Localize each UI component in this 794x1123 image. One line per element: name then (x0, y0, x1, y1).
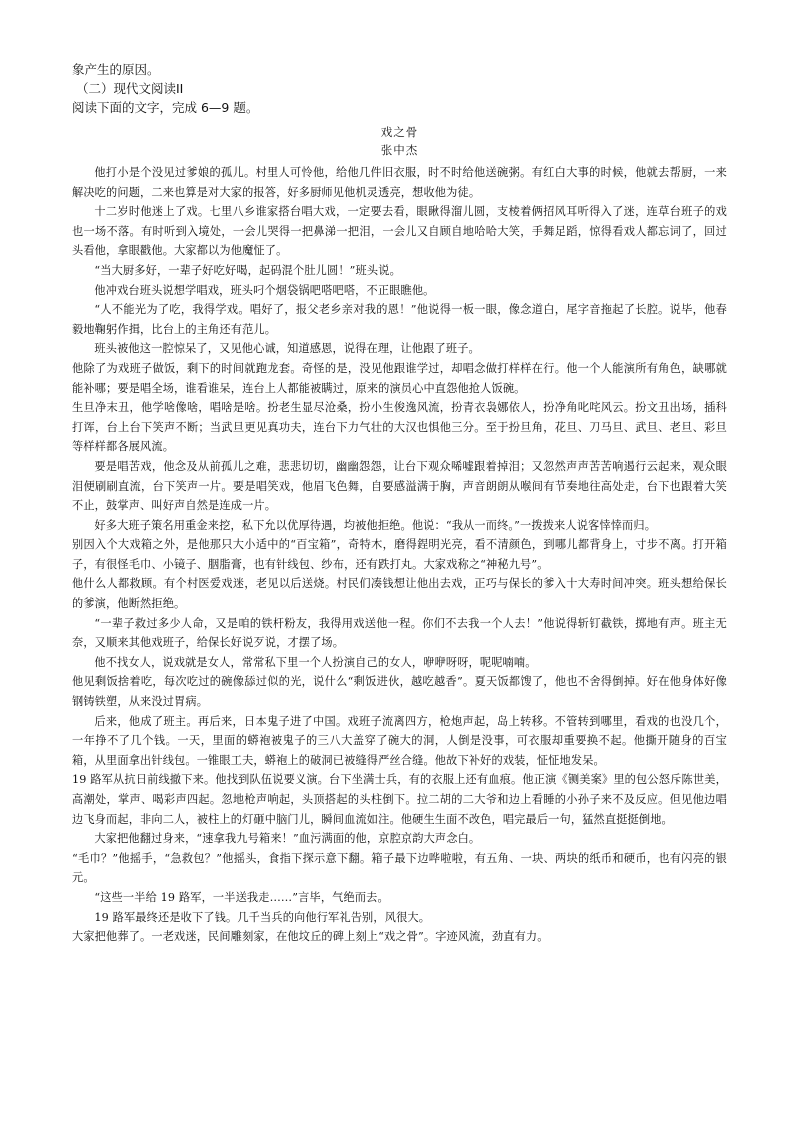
article-body (72, 163, 727, 947)
article-paragraph: “毛巾？”他摇手，“急救包？”他摇头，食指下探示意下翻。箱子最下边哗啦啦，有五角、一块、两块的纸币和硬币，也有闪亮的银元。 (72, 851, 727, 885)
intro-line: 象产生的原因。 (72, 62, 160, 77)
article-paragraph: 19 路军从抗日前线撤下来。他找到队伍说要义演。台下坐满士兵，有的衣服上还有血痕。他正演《铡美案》里的包公怒斥陈世美，高潮处，掌声、喝彩声四起。忽地枪声响起，头顶搭起的头柱倒下。拉二胡的二大爷和边上看睡的小孙子来不及反应。但见他边唱边飞身而起，非向二人，被柱上的灯砸中脑门儿，瞬间血流如注。他硬生生面不改色，唱完最后一句，猛然直挺挺倒地。 (72, 773, 727, 826)
article-paragraph: “一辈子救过多少人命，又是咱的铁杆粉友，我得用戏送他一程。你们不去我一个人去！”他说得斩钉截铁，掷地有声。班主无奈，又顺来其他戏班子，给保长好说歹说，才摆了场。 (72, 616, 727, 650)
article-title: 戏之骨 (380, 125, 419, 139)
article-paragraph: 他不找女人，说戏就是女人，常常私下里一个人扮演自己的女人，咿咿呀呀，呢呢喃喃。 (94, 655, 537, 669)
section-heading: （二）现代文阅读II (76, 81, 184, 96)
reading-instruction: 阅读下面的文字，完成 6—9 题。 (72, 100, 259, 115)
article-paragraph: 他冲戏台班头说想学唱戏，班头叼个烟袋锅吧嗒吧嗒，不正眼瞧他。 (94, 283, 435, 297)
article-paragraph: 他除了为戏班子做饭，剩下的时间就跑龙套。奇怪的是，没见他跟谁学过，却唱念做打样样在行。他一个人能演所有角色，缺哪就能补哪；要是唱全场，谁看谁呆，连台上人都能被瞒过，原来的演员心中直怨他抢人饭碗。 (72, 361, 727, 395)
article-paragraph: 班头被他这一腔惊呆了，又见他心诚，知道感恩，说得在理，让他跟了班子。 (94, 342, 480, 356)
article-paragraph: “人不能光为了吃，我得学戏。唱好了，报父老乡亲对我的恩！”他说得一板一眼，像念道白，尾字音拖起了长腔。说毕，他春毅地鞠躬作揖，比台上的主角还有范儿。 (72, 303, 727, 336)
article-paragraph: 后来，他成了班主。再后来，日本鬼子进了中国。戏班子流离四方，枪炮声起，岛上转移。不管转到哪里，看戏的也没几个，一年挣不了几个钱。一天，里面的蟒袍被鬼子的三八大盖穿了碗大的洞，人倒是没事，可衣服却重要换不起。他撕开随身的百宝箱，从里面拿出针线包。一锥眼工夫，蟒袍上的破洞已被缝得严丝合缝。他故下补好的戏装，怔怔地发呆。 (72, 714, 727, 767)
article-paragraph: 19 路军最终还是收下了钱。几千当兵的向他行军礼告别，风很大。 (94, 910, 431, 924)
article-paragraph: 别因入个大戏箱之外，是他那只大小适中的“百宝箱”，奇特木，磨得鋥明光亮，看不清颜色，到哪儿都背身上，寸步不离。打开箱子，有很怪毛巾、小镜子、胭脂膏，也有针线包、纱布，还有跌打丸。大家戏称之“神秘九号”。 (72, 538, 727, 571)
article-paragraph: 好多大班子策名用重金来挖，私下允以优厚待遇，均被他拒绝。他说：“我从一而终。”一拨拨来人说客悻悻而归。 (94, 518, 657, 532)
article-paragraph: 要是唱苦戏，他念及从前孤儿之难，悲悲切切，幽幽怨怨，让台下观众唏嘘跟着掉泪；又忽然声声苦苦响遏行云起来，观众眼泪便刷刷直流，台下笑声一片。要是唱笑戏，他眉飞色舞，自要感溢满于胸，声音朗朗从喉间有节奏地往高处走，台下也跟着大笑不止，鼓掌声、叫好声自然是连成一片。 (72, 459, 727, 513)
article-author: 张中杰 (380, 143, 419, 157)
article-paragraph: 大家把他翻过身来，“速拿我九号箱来！”血污满面的他，京腔京韵大声念白。 (94, 832, 481, 846)
article-paragraph: 生旦净末丑，他学啥像啥，唱啥是啥。扮老生显尽沧桑，扮小生俊逸风流，扮青衣袅娜依人，扮净角叱咤风云。扮文丑出场，插科打诨，台上台下笑声不断；当武旦更见真功夫，连台下力气壮的大汉也惧他三分。至于扮旦角，花旦、刀马旦、武旦、老旦、彩旦等样样都各展风流。 (72, 401, 727, 454)
article-paragraph: 他打小是个没见过爹娘的孤儿。村里人可怜他，给他几件旧衣服，时不时给他送碗粥。有红白大事的时候，他就去帮厨，一来解决吃的问题，二来也算是对大家的报答，好多厨师见他机灵透亮，想收他为徒。 (72, 166, 727, 199)
document-page (72, 60, 727, 947)
article-paragraph: 他什么人都救顾。有个村医爱戏迷，老见以后送烧。村民们凑钱想让他出去戏，正巧与保长的爹入十大寿时间冲突。班头想给保长的爹演，他断然拒绝。 (72, 577, 727, 611)
article-paragraph: 十二岁时他迷上了戏。七里八乡谁家搭台唱大戏，一定要去看，眼瞅得溜儿圆，支棱着俩招风耳听得入了迷，连草台班子的戏也一场不落。有时听到入境处，一会儿哭得一把鼻涕一把泪，一会儿又自顾自地哈哈大笑，手舞足蹈，惊得看戏人都忘词了，回过头看他，拿眼戳他。大家都以为他魔怔了。 (72, 205, 727, 258)
article-paragraph: “这些一半给 19 路军，一半送我走……”言毕，气绝而去。 (94, 890, 389, 904)
article-paragraph: 他见剩饭捨着吃，每次吃过的碗像舔过似的光，说什么“剩饭进伙，越吃越香”。夏天饭都馊了，他也不舍得倒掉。好在他身体好像钢铸铁塑，从来没过胃病。 (72, 675, 727, 709)
article-paragraph: “当大厨多好，一辈子好吃好喝，起码混个肚儿圆！”班头说。 (94, 263, 401, 277)
article-paragraph: 大家把他葬了。一老戏迷，民间雕刻家，在他坟丘的碑上刻上“戏之骨”。字迹风流，劲直有力。 (72, 930, 549, 944)
